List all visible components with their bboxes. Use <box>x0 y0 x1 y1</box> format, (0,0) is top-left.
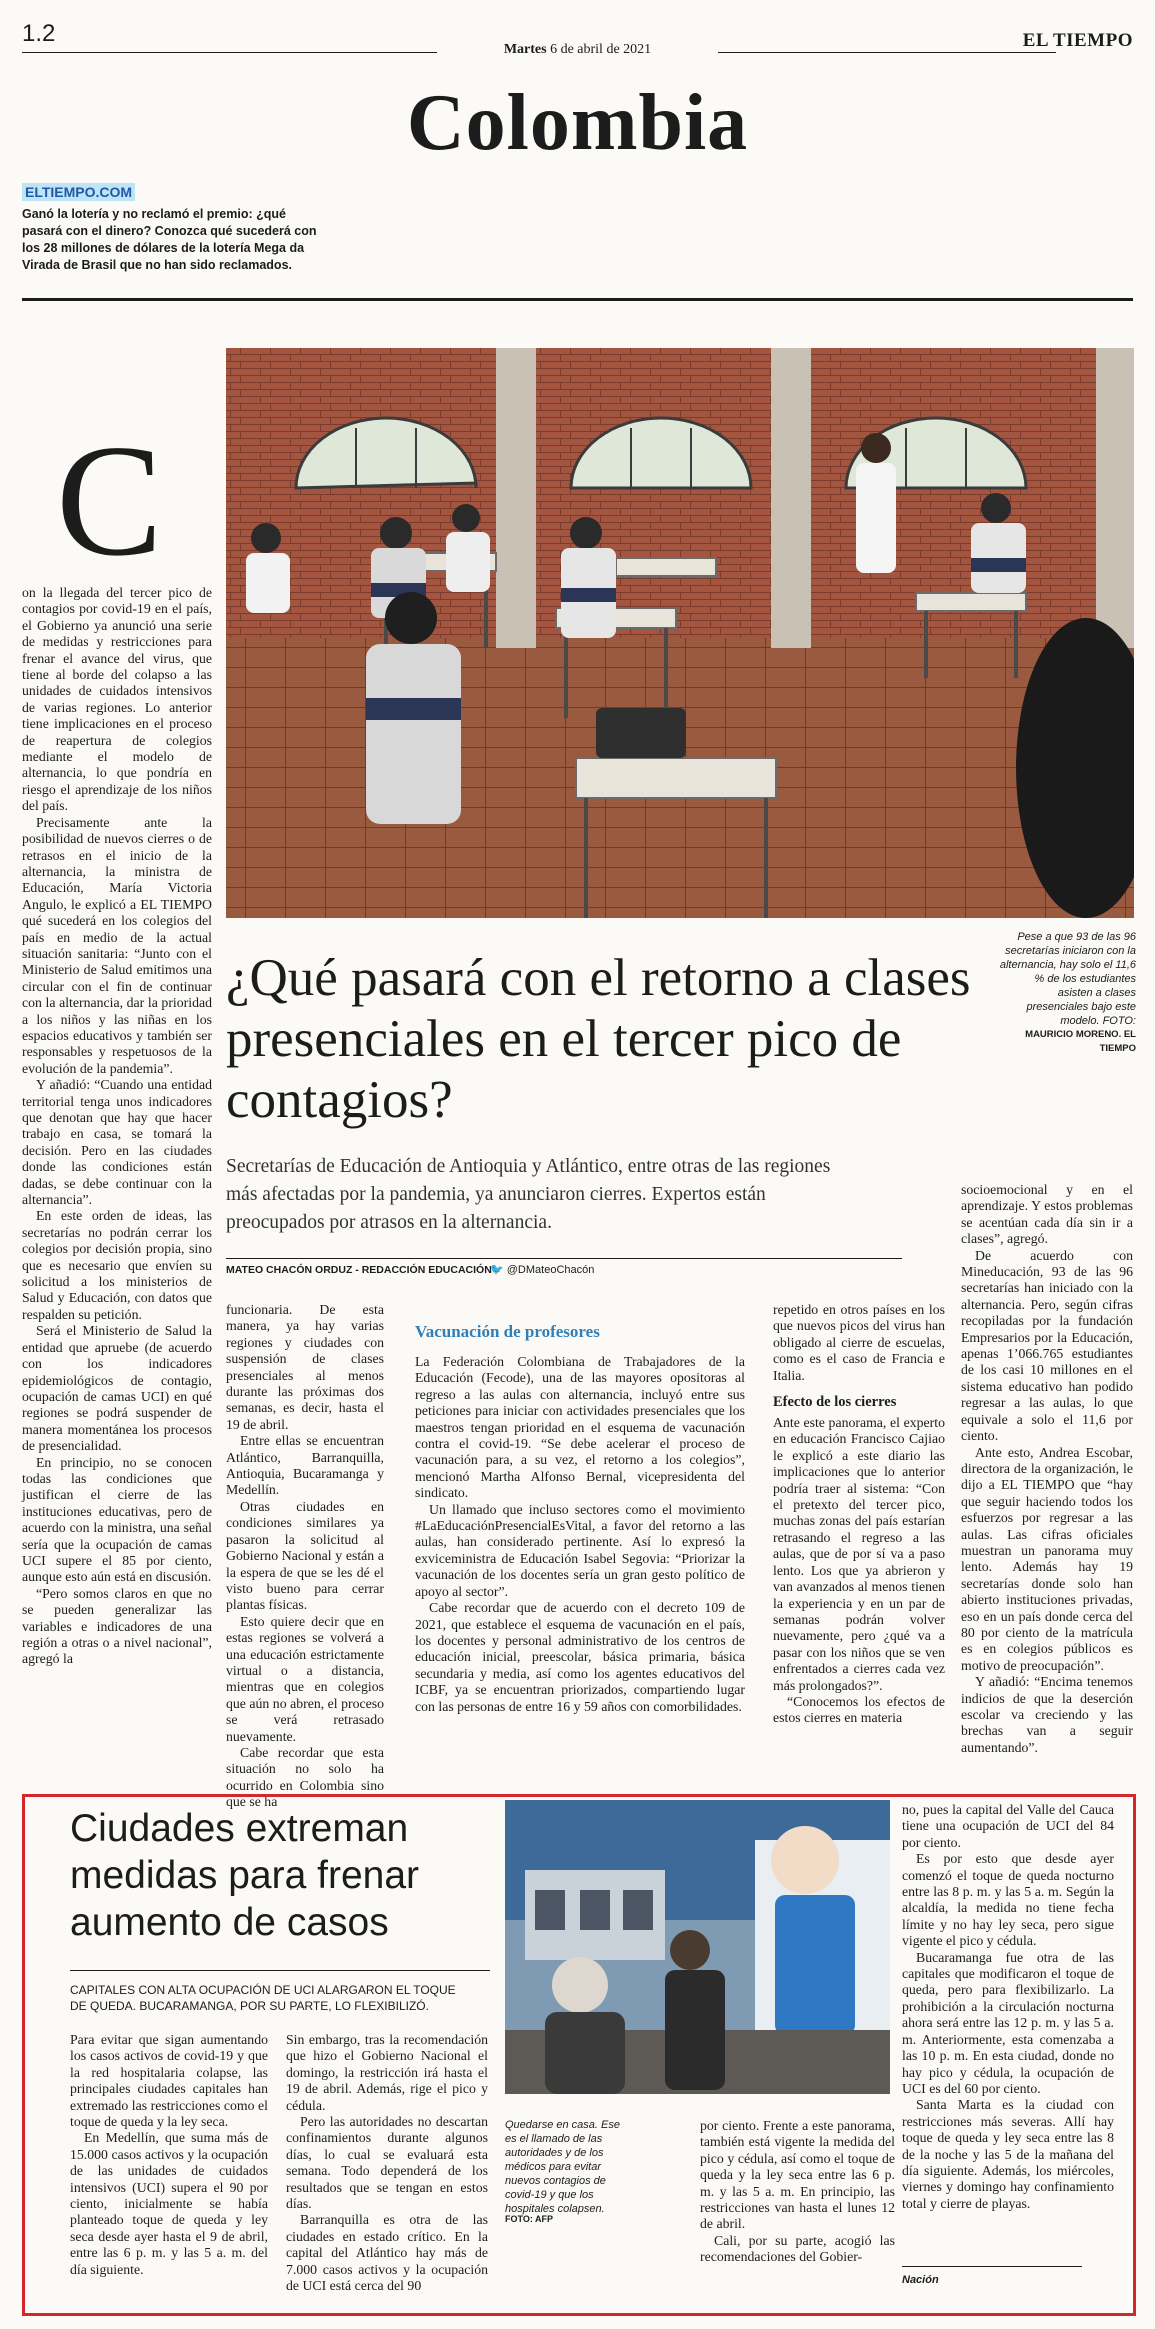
box-column-4 <box>902 1802 1114 2212</box>
classroom-photo <box>226 348 1134 918</box>
paragraph: En este orden de ideas, las secretarías no podrán cerrar los colegios por decisión propia, sino que es necesario que envíen su solicitud a los ministerios de Salud y Educación, con datos que respalden su petición. <box>22 1208 212 1322</box>
street-mural-photo <box>505 1800 890 2094</box>
paragraph: Para evitar que sigan aumentando los casos activos de covid-19 y que la red hospitalaria colapse, las principales ciudades capitales han extremado las restricciones como el toque de queda y la ley seca. <box>70 2032 268 2130</box>
paragraph: Esto quiere decir que en estas regiones se volverá a una educación estrictamente virtual o a distancia, mientras que en colegios que aún no abren, el proceso se verá retrasado nuevamente. <box>226 1613 384 1744</box>
byline: MATEO CHACÓN ORDUZ - REDACCIÓN EDUCACIÓN <box>226 1264 492 1276</box>
box-kicker-rule <box>70 1970 490 1971</box>
article-column-4-bottom <box>773 1415 945 1727</box>
box-column-1 <box>70 2032 268 2278</box>
paragraph: no, pues la capital del Valle del Cauca tiene una ocupación de UCI del 84 por ciento. <box>902 1802 1114 1850</box>
article-subhead: Secretarías de Educación de Antioquia y Atlántico, entre otras de las regiones más afectadas por la pandemia, ya anunciaron cierres. Expertos están preocupados por atrasos en la alternancia. <box>226 1156 831 1233</box>
photo-credit: MAURICIO MORENO. EL TIEMPO <box>1025 1029 1136 1054</box>
crosshead-vacunacion: Vacunación de profesores <box>415 1322 600 1341</box>
paragraph: repetido en otros países en los que nuevos picos del virus han obligado al cierre de escuelas, como es el caso de Francia e Italia. <box>773 1302 945 1383</box>
box-photo-credit: FOTO: AFP <box>505 2214 553 2224</box>
bird-icon: 🐦 <box>490 1264 504 1276</box>
paragraph: La Federación Colombiana de Trabajadores de la Educación (Fecode), una de las mayores opositoras al regreso a las aulas con alternancia, incluyó entre sus peticiones para iniciar con actividades presenciales que los maestros tengan prioridad en el esquema de vacunación contra el covid-19. “Se debe acelerar el proceso de vacunación para, a su vez, el retorno a los colegios”, mencionó Martha Alfonso Bernal, vicepresidenta del sindicato. <box>415 1354 745 1501</box>
classroom-photo-illustration <box>226 348 1134 918</box>
photo-caption <box>998 930 1136 1056</box>
byline-rule <box>226 1258 902 1259</box>
paragraph: Cali, por su parte, acogió las recomendaciones del Gobier- <box>700 2232 895 2265</box>
header-divider <box>22 298 1133 301</box>
promo-text: Ganó la lotería y no reclamó el premio: ¿qué pasará con el dinero? Conozca qué sucederá con los 28 millones de dólares de la lotería Mega da Virada de Brasil que no han sido reclamados. <box>22 207 317 272</box>
paragraph: Será el Ministerio de Salud la entidad que apruebe (de acuerdo con los indicadores epidemiológicos de contagio, ocupación de camas UCI) en qué regiones se podrá suspender de manera momentánea los procesos de presencialidad. <box>22 1323 212 1454</box>
signoff-rule <box>902 2266 1082 2267</box>
paragraph: Ante este panorama, el experto en educación Francisco Cajiao le explicó a este diario las implicaciones que lo anterior podría traer al sistema: “Con el pretexto del tercer pico, muchas zonas del país estarían retrasando el regreso a las aulas, que de por sí va a paso lento. Los que ya abrieron y van avanzados al menos tienen la experiencia y en un par de semanas podrán volver nuevamente, pero ¿qué va a pasar con los niños que se ven enfrentados a cierres cada vez más prolongados?”. <box>773 1415 945 1693</box>
paragraph: funcionaria. De esta manera, ya hay varias regiones y ciudades con suspensión de clases presenciales al menos durante las próximas dos semanas, es decir, hasta el 19 de abril. <box>226 1302 384 1432</box>
brand-logo: EL TIEMPO <box>1022 30 1133 51</box>
crosshead-efecto: Efecto de los cierres <box>773 1394 897 1411</box>
box-signoff: Nación <box>902 2274 939 2286</box>
paragraph: Entre ellas se encuentran Atlántico, Barranquilla, Antioquia, Bucaramanga y Medellín. <box>226 1433 384 1498</box>
article-column-3 <box>415 1322 745 1715</box>
paragraph: Otras ciudades en condiciones similares ya pasaron la solicitud al Gobierno Nacional y están a la espera de que se les dé el visto bueno para cerrar plantas físicas. <box>226 1498 384 1613</box>
handle-text: @DMateoChacón <box>506 1264 595 1276</box>
date-line <box>0 42 1155 58</box>
article-column-4-top <box>773 1302 945 1384</box>
paragraph: Cabe recordar que de acuerdo con el decreto 109 de 2021, que establece el esquema de vacunación en el país, los docentes y personal administrativo de los centros de educación inicial, preescolar, básica primaria, básica secundaria y media, así como los agentes educativos del ICBF, ya se encuentran priorizados, compartiendo lugar con las personas de entre 16 y 59 años con comorbilidades. <box>415 1600 745 1714</box>
paragraph: “Pero somos claros en que no se pueden generalizar las variables e indicadores de una región a otras o a nivel nacional”, agregó la <box>22 1585 212 1667</box>
paragraph: Barranquilla es otra de las ciudades en estado crítico. En la capital del Atlántico hay más de 7.000 casos activos y la ocupación de UCI está cerca del 90 <box>286 2212 488 2294</box>
section-title: Colombia <box>406 79 749 167</box>
box-headline: Ciudades extreman medidas para frenar aumento de casos <box>70 1807 420 1944</box>
masthead-rule-right <box>718 52 1056 53</box>
article-column-2 <box>226 1302 384 1811</box>
photo-caption-text: Pese a que 93 de las 96 secretarías iniciaron con la alternancia, hay solo el 11,6 % de los estudiantes asisten a clases presenciales bajo este modelo. FOTO: <box>999 931 1136 1027</box>
date-rest: 6 de abril de 2021 <box>550 42 652 57</box>
paragraph: Pero las autoridades no descartan confinamientos durante algunos días, lo cual se evaluará esta semana. Todo dependerá de los resultados que se tengan en estos días. <box>286 2114 488 2212</box>
date-day: Martes <box>503 42 547 57</box>
article-column-1 <box>22 585 212 1668</box>
box-kicker: CAPITALES CON ALTA OCUPACIÓN DE UCI ALARGARON EL TOQUE DE QUEDA. BUCARAMANGA, POR SU PARTE, LO FLEXIBILIZÓ. <box>70 1983 456 2013</box>
page-number: 1.2 <box>22 20 56 47</box>
paragraph: Cabe recordar que esta situación no solo ha ocurrido en Colombia sino que se ha <box>226 1744 384 1810</box>
box-column-2 <box>286 2032 488 2295</box>
article-headline: ¿Qué pasará con el retorno a clases presenciales en el tercer pico de contagios? <box>226 949 971 1129</box>
paragraph: En Medellín, que suma más de 15.000 casos activos y la ocupación de las unidades de cuidados intensivos (UCI) supera el 90 por ciento, inicialmente se había planteado toque de queda y ley seca desde ayer hasta el 9 de abril, entre las 6 p. m. y las 5 a. m. del día siguiente. <box>70 2130 268 2277</box>
paragraph: En principio, no se conocen todas las condiciones que justifican el cierre de las instituciones educativas, pero de acuerdo con la ministra, una señal sería que la ocupación de camas UCI supere el 85 por ciento, aunque esto aún está en discusión. <box>22 1454 212 1585</box>
paragraph: socioemocional y en el aprendizaje. Y estos problemas se acentúan cada día sin ir a clases”, agregó. <box>961 1182 1133 1247</box>
paragraph: De acuerdo con Mineducación, 93 de las 96 secretarías han iniciado con la alternancia. Pero, según cifras recopiladas por la fundación Empresarios por la Educación, apenas 1’066.765 estudiantes de los casi 10 millones en el sistema educativo han podido regresar a las aulas, lo que equivale a solo el 11,6 por ciento. <box>961 1247 1133 1444</box>
byline-handle[interactable] <box>490 1263 594 1276</box>
box-column-3 <box>700 2118 895 2266</box>
paragraph: Un llamado que incluso sectores como el movimiento #LaEducaciónPresencialEsVital, a favor del retorno a las aulas, han considerado pertinente. Así lo expresó la exviceministra de Educación Isabel Segovia: “Priorizar la vacunación de los docentes sería un gran gesto político de apoyo al sector”. <box>415 1501 745 1599</box>
article-column-3-text <box>415 1354 745 1715</box>
paragraph: Ante esto, Andrea Escobar, directora de la organización, le dijo a EL TIEMPO que “hay que seguir haciendo todos los esfuerzos por regresar a las aulas. Las cifras oficiales muestran un panorama muy lento. Además hay 19 secretarías donde solo han abierto instituciones privadas, eso en un país donde cerca del 80 por ciento de la matrícula es en colegios públicos es motivo de preocupación”. <box>961 1444 1133 1673</box>
promo-tag[interactable]: ELTIEMPO.COM <box>22 183 135 201</box>
paragraph: on la llegada del tercer pico de contagios por covid-19 en el país, el Gobierno ya anunció una serie de medidas y restricciones para frenar el avance del virus, que tiene al borde del colapso a las unidades de cuidados intensivos de varias regiones. Lo anterior tiene implicaciones en el proceso de reapertura de colegios mediante el modelo de alternancia, lo que pondría en riesgo el aprendizaje de los niños del país. <box>22 585 212 814</box>
paragraph: Y añadió: “Encima tenemos indicios de que la deserción escolar va creciendo y las brechas van a seguir aumentando”. <box>961 1674 1133 1755</box>
paragraph: Santa Marta es la ciudad con restricciones más severas. Allí hay toque de queda y ley seca entre las 8 de la noche y las 5 de la mañana del día siguiente. Además, los miércoles, viernes y domingo hay confinamiento total y cierre de playas. <box>902 2097 1114 2211</box>
paragraph: “Conocemos los efectos de estos cierres en materia <box>773 1693 945 1726</box>
drop-cap: C <box>56 411 163 589</box>
article-column-4 <box>773 1302 945 1727</box>
paragraph: Y añadió: “Cuando una entidad territorial tenga unos indicadores que denotan que hay que hacer trabajo en casa, se tomará la decisión. Pero en las ciudades donde las condiciones están dadas, se debe continuar con la alternancia”. <box>22 1077 212 1208</box>
paragraph: Precisamente ante la posibilidad de nuevos cierres o de retrasos en el inicio de la alternancia, la ministra de Educación, María Victoria Angulo, le explicó a EL TIEMPO qué sucederá en los colegios del país en medio de la actual situación sanitaria: “Junto con el Ministerio de Salud emitimos una circular con el fin de continuar con la alternancia, dar la prioridad a los niños y las niñas en los espacios educativos y también ser responsables y respetuosos de la evolución de la pandemia”. <box>22 814 212 1076</box>
paragraph: por ciento. Frente a este panorama, también está vigente la medida del pico y cédula, así como el toque de queda y la ley seca entre las 6 p. m. y las 5 a. m. En principio, las restricciones van hasta el lunes 12 de abril. <box>700 2118 895 2232</box>
paragraph: Bucaramanga fue otra de las capitales que modificaron el toque de queda, pero para flexibilizarlo. La prohibición a la circulación nocturna ahora será entre las 12 p. m. y las 5 a. m. Anteriormente, esta comenzaba a las 10 p. m. En esta ciudad, donde no hay pico y cédula, la ocupación de UCI es del 60 por ciento. <box>902 1949 1114 2096</box>
street-mural-illustration <box>505 1800 890 2094</box>
paragraph: Es por esto que desde ayer comenzó el toque de queda nocturno entre las 8 p. m. y las 5 a. m. Según la alcaldía, la medida no tiene fecha límite y no hay ley seca, pero sigue vigente el pico y cédula. <box>902 1851 1114 1949</box>
box-photo-caption: Quedarse en casa. Ese es el llamado de las autoridades y de los médicos para evitar nuevos contagios de covid-19 y que los hospitales colapsen. <box>505 2119 620 2215</box>
article-column-5 <box>961 1182 1133 1756</box>
paragraph: Sin embargo, tras la recomendación que hizo el Gobierno Nacional el domingo, la restricción irá hasta el 19 de abril. Además, rige el pico y cédula. <box>286 2032 488 2113</box>
